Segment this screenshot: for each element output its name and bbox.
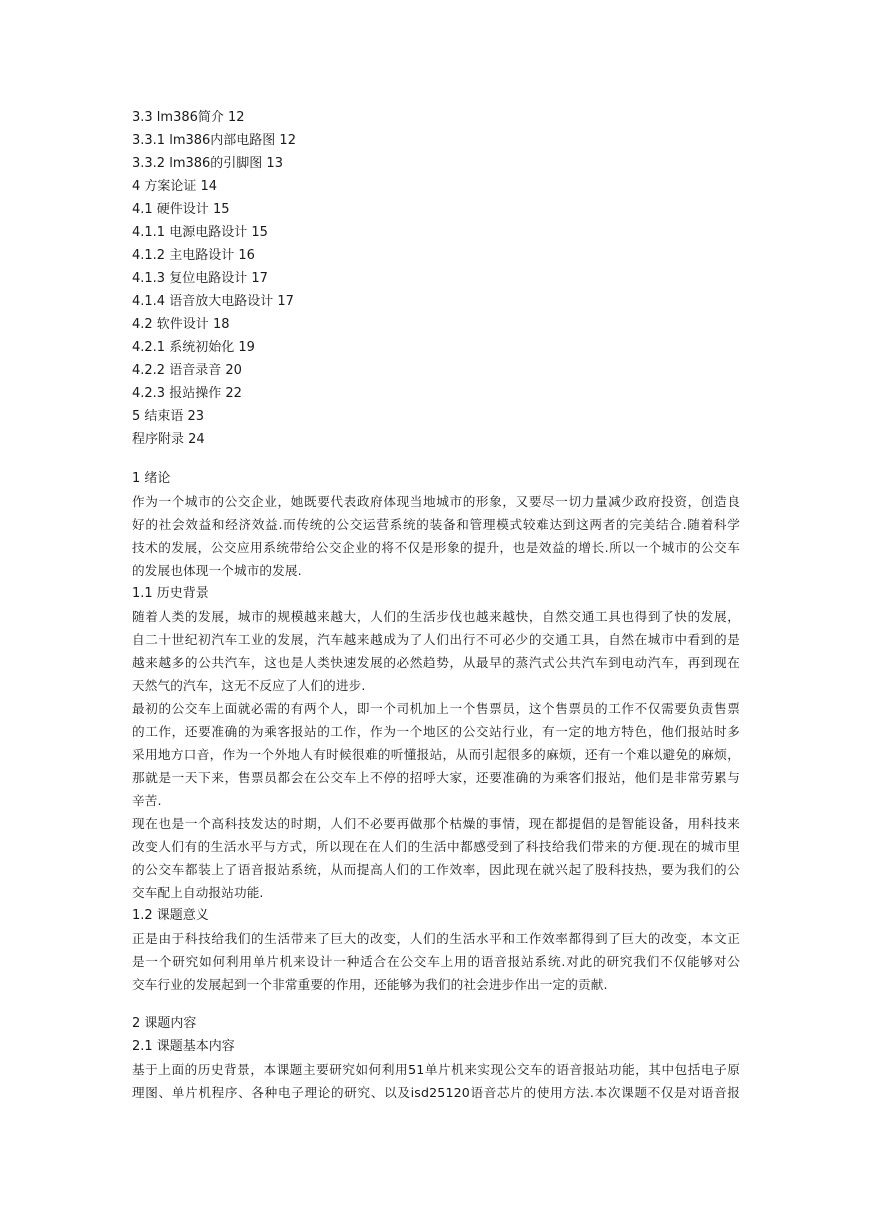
toc-entry: 4.1 硬件设计 15 <box>132 202 230 217</box>
section-heading-content: 2 课题内容 <box>132 1016 197 1031</box>
section-heading-history: 1.1 历史背景 <box>132 586 209 601</box>
text-line: 现在也是一个高科技发达的时期，人们不必要再做那个枯燥的事情，现在都提倡的是智能设备，用科技来 <box>132 816 740 831</box>
text-line: 是一个研究如何利用单片机来设计一种适合在公交车上用的语音报站系统.对此的研究我们不仅能够对公 <box>132 954 740 969</box>
history-paragraph-3 <box>132 812 740 904</box>
section-heading-basic-content: 2.1 课题基本内容 <box>132 1039 235 1054</box>
toc-entry: 4.1.3 复位电路设计 17 <box>132 271 268 286</box>
text-line: 基于上面的历史背景，本课题主要研究如何利用51单片机来实现公交车的语音报站功能，其中包括电子原 <box>132 1062 740 1077</box>
toc-entry: 程序附录 24 <box>132 432 205 447</box>
text-line: 那就是一天下来，售票员都会在公交车上不停的招呼大家，还要准确的为乘客们报站，他们是非常劳累与 <box>132 770 740 785</box>
text-line: 的公交车都装上了语音报站系统，从而提高人们的工作效率，因此现在就兴起了股科技热，要为我们的公 <box>132 862 740 877</box>
spacer <box>132 996 740 1012</box>
spacer <box>132 451 740 467</box>
toc-entry: 4.1.1 电源电路设计 15 <box>132 225 268 240</box>
text-line: 交车配上自动报站功能. <box>132 885 264 900</box>
document-page <box>132 106 740 1104</box>
text-line: 的发展也体现一个城市的发展. <box>132 563 302 578</box>
significance-paragraph <box>132 927 740 996</box>
text-line: 越来越多的公共汽车，这也是人类快速发展的必然趋势，从最早的蒸汽式公共汽车到电动汽车，再到现在 <box>132 655 740 670</box>
toc-entry: 4.2.3 报站操作 22 <box>132 386 242 401</box>
text-line: 最初的公交车上面就必需的有两个人，即一个司机加上一个售票员，这个售票员的工作不仅需要负责售票 <box>132 701 740 716</box>
section-heading-intro: 1 绪论 <box>132 471 171 486</box>
toc-entry: 4.1.4 语音放大电路设计 17 <box>132 294 294 309</box>
text-line: 作为一个城市的公交企业，她既要代表政府体现当地城市的形象，又要尽一切力量减少政府投资，创造良 <box>132 494 740 509</box>
toc-entry: 3.3.1 lm386内部电路图 12 <box>132 133 296 148</box>
text-line: 天然气的汽车，这无不反应了人们的进步. <box>132 678 366 693</box>
text-line: 随着人类的发展，城市的规模越来越大，人们的生活步伐也越来越快，自然交通工具也得到了快的发展， <box>132 609 740 624</box>
table-of-contents <box>132 106 740 451</box>
basic-content-paragraph <box>132 1058 740 1104</box>
text-line: 改变人们有的生活水平与方式，所以现在在人们的生活中都感受到了科技给我们带来的方便.现在的城市里 <box>132 839 740 854</box>
toc-entry: 4.2 软件设计 18 <box>132 317 230 332</box>
text-line: 交车行业的发展起到一个非常重要的作用，还能够为我们的社会进步作出一定的贡献. <box>132 977 608 992</box>
text-line: 理图、单片机程序、各种电子理论的研究、以及isd25120语音芯片的使用方法.本次课题不仅是对语音报 <box>132 1085 740 1100</box>
section-heading-significance: 1.2 课题意义 <box>132 908 209 923</box>
toc-entry: 5 结束语 23 <box>132 409 205 424</box>
history-paragraph-2 <box>132 697 740 812</box>
text-line: 采用地方口音，作为一个外地人有时候很难的听懂报站，从而引起很多的麻烦，还有一个难以避免的麻烦， <box>132 747 740 762</box>
toc-entry: 3.3.2 lm386的引脚图 13 <box>132 156 283 171</box>
text-line: 好的社会效益和经济效益.而传统的公交运营系统的装备和管理模式较难达到这两者的完美结合.随着科学 <box>132 517 740 532</box>
text-line: 的工作，还要准确的为乘客报站的工作，作为一个地区的公交站行业，有一定的地方特色，他们报站时多 <box>132 724 740 739</box>
toc-entry: 3.3 lm386简介 12 <box>132 110 245 125</box>
toc-entry: 4.2.2 语音录音 20 <box>132 363 242 378</box>
intro-paragraph <box>132 490 740 582</box>
toc-entry: 4 方案论证 14 <box>132 179 218 194</box>
text-line: 正是由于科技给我们的生活带来了巨大的改变，人们的生活水平和工作效率都得到了巨大的改变，本文正 <box>132 931 740 946</box>
history-paragraph-1 <box>132 605 740 697</box>
toc-entry: 4.1.2 主电路设计 16 <box>132 248 255 263</box>
text-line: 辛苦. <box>132 793 162 808</box>
toc-entry: 4.2.1 系统初始化 19 <box>132 340 255 355</box>
text-line: 技术的发展，公交应用系统带给公交企业的将不仅是形象的提升，也是效益的增长.所以一个城市的公交车 <box>132 540 740 555</box>
text-line: 自二十世纪初汽车工业的发展，汽车越来越成为了人们出行不可必少的交通工具，自然在城市中看到的是 <box>132 632 740 647</box>
